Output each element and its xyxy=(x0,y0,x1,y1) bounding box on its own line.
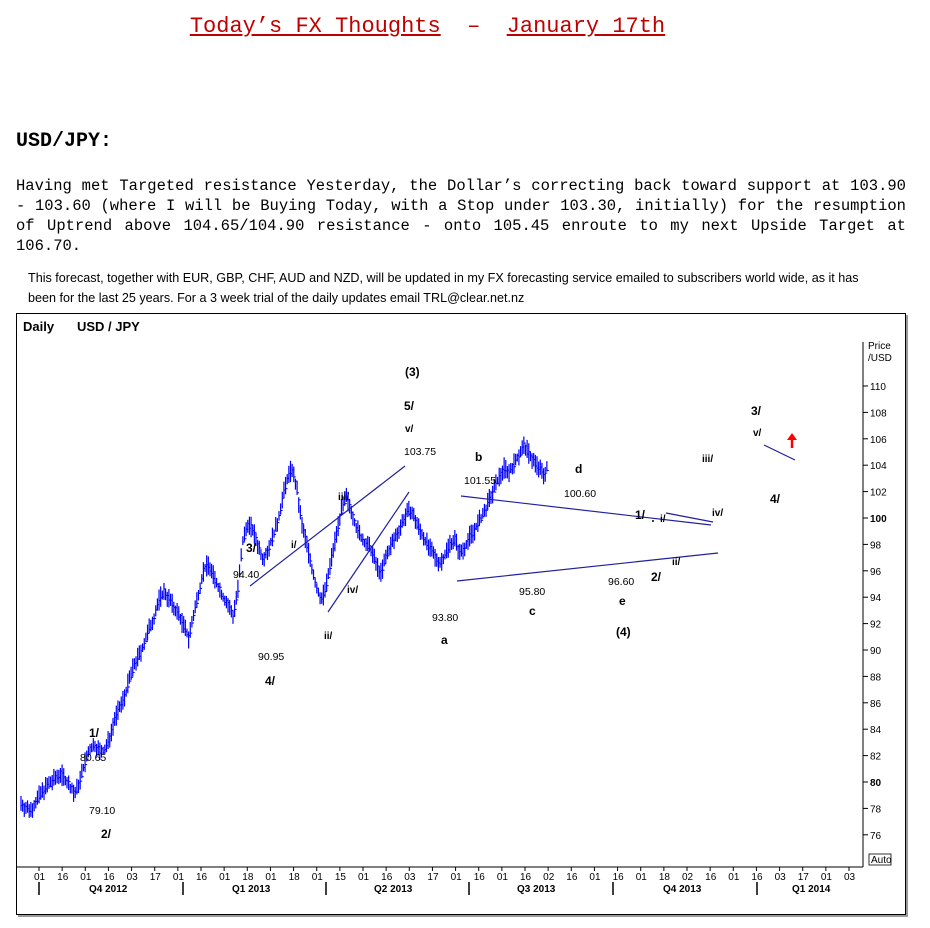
x-tick-label: 01 xyxy=(34,872,46,883)
wave-label: 100.60 xyxy=(564,488,597,500)
y-tick-label: 86 xyxy=(870,698,882,710)
wave-label: iv/ xyxy=(712,508,724,519)
wave-label: v/ xyxy=(753,428,762,439)
x-tick-label: 16 xyxy=(103,872,115,883)
wave-label: e xyxy=(619,594,626,608)
wave-label: iv/ xyxy=(347,585,359,596)
y-tick-label: 78 xyxy=(870,804,882,816)
y-axis-ticks xyxy=(863,382,887,842)
wave-label: 3/ xyxy=(246,541,257,555)
x-tick-label: 18 xyxy=(242,872,254,883)
quarter-label: Q4 2013 xyxy=(663,884,702,895)
x-tick-label: 01 xyxy=(728,872,740,883)
x-tick-label: 02 xyxy=(543,872,555,883)
y-axis-unit: /USD xyxy=(868,353,892,364)
x-tick-label: 01 xyxy=(589,872,601,883)
wave-label: 1/ xyxy=(635,508,646,522)
y-tick-label: 96 xyxy=(870,566,882,578)
y-tick-label: 106 xyxy=(870,434,887,446)
x-tick-label: 03 xyxy=(774,872,786,883)
chart-title: USD / JPY xyxy=(77,319,140,334)
y-tick-label: 94 xyxy=(870,593,882,605)
x-tick-label: 16 xyxy=(705,872,717,883)
title-separator: – xyxy=(467,14,481,39)
x-tick-label: 16 xyxy=(473,872,485,883)
x-tick-label: 03 xyxy=(404,872,416,883)
y-tick-label: 88 xyxy=(870,672,882,684)
wave-label: 96.60 xyxy=(608,576,635,588)
quarter-label: Q4 2012 xyxy=(89,884,128,895)
title-date: January 17th xyxy=(506,14,666,39)
wave-label: 4/ xyxy=(265,674,276,688)
x-tick-label: 03 xyxy=(126,872,138,883)
x-tick-label: 01 xyxy=(172,872,184,883)
wave-label: ii/ xyxy=(324,631,333,642)
x-tick-label: 17 xyxy=(427,872,439,883)
x-tick-label: 16 xyxy=(196,872,208,883)
x-axis-ticks xyxy=(34,867,856,895)
chart-timeframe: Daily xyxy=(23,319,55,334)
quarter-label: Q1 2013 xyxy=(232,884,271,895)
wave-label: ii/ xyxy=(672,557,681,568)
chart-canvas xyxy=(17,314,905,914)
y-tick-label: 92 xyxy=(870,619,882,631)
x-tick-label: 18 xyxy=(658,872,670,883)
wave-label: (3) xyxy=(405,365,420,379)
subscription-note: This forecast, together with EUR, GBP, CHF, AUD and NZD, will be updated in my FX forecasting service emailed to subscribers world wide, as it has been for the last 25 years. For a 3 week trial of the daily updates email TRL@clear.net.nz xyxy=(28,271,859,305)
x-tick-label: 01 xyxy=(496,872,508,883)
wave-label: i/ xyxy=(291,540,297,551)
auto-scale-label: Auto xyxy=(871,855,892,866)
x-tick-label: 16 xyxy=(751,872,763,883)
y-tick-label: 76 xyxy=(870,830,882,842)
x-tick-label: 01 xyxy=(635,872,647,883)
trendline xyxy=(250,466,405,586)
quarter-label: Q1 2014 xyxy=(792,884,831,895)
wave-label: 4/ xyxy=(770,492,781,506)
y-tick-label: 80 xyxy=(870,778,882,789)
trendline xyxy=(328,492,409,612)
wave-label: 79.10 xyxy=(89,805,116,817)
wave-label: c xyxy=(529,604,536,618)
wave-label: a xyxy=(441,633,448,647)
trendline xyxy=(764,445,795,460)
trendline xyxy=(461,496,711,525)
wave-label: b xyxy=(475,450,483,464)
commentary-text: Having met Targeted resistance Yesterday, the Dollar’s correcting back toward support at 103.90 - 103.60 (where I will be Buying Today, with a Stop under 103.30, initially) for the resumption of Uptrend above 104.65/104.90 resistance - onto 105.45 enroute to my next Upside Target at 106.70. xyxy=(16,177,906,255)
x-tick-label: 01 xyxy=(219,872,231,883)
x-tick-label: 16 xyxy=(566,872,578,883)
quarter-label: Q2 2013 xyxy=(374,884,413,895)
wave-label: iii/ xyxy=(338,492,350,503)
wave-label: 1/ xyxy=(89,726,100,740)
wave-label: v/ xyxy=(405,424,414,435)
wave-label: i/ xyxy=(660,514,666,525)
wave-label: 93.80 xyxy=(432,612,459,624)
wave-label: 101.55 xyxy=(464,475,497,487)
wave-marker xyxy=(652,520,654,522)
x-tick-label: 01 xyxy=(820,872,832,883)
y-tick-label: 102 xyxy=(870,487,887,499)
y-tick-label: 90 xyxy=(870,646,882,657)
price-chart xyxy=(16,313,906,915)
x-tick-label: 16 xyxy=(57,872,69,883)
x-tick-label: 18 xyxy=(288,872,300,883)
x-tick-label: 01 xyxy=(311,872,323,883)
x-tick-label: 16 xyxy=(612,872,624,883)
x-tick-label: 01 xyxy=(80,872,92,883)
y-tick-label: 98 xyxy=(870,540,882,552)
x-tick-label: 01 xyxy=(265,872,277,883)
x-tick-label: 01 xyxy=(450,872,462,883)
quarter-label: Q3 2013 xyxy=(517,884,556,895)
wave-labels xyxy=(80,365,781,841)
x-tick-label: 17 xyxy=(149,872,161,883)
wave-label: d xyxy=(575,462,583,476)
y-tick-label: 104 xyxy=(870,461,887,473)
x-tick-label: 02 xyxy=(682,872,694,883)
y-tick-label: 110 xyxy=(870,382,886,393)
title-left: Today’s FX Thoughts xyxy=(189,14,441,39)
y-tick-label: 108 xyxy=(870,408,887,420)
y-tick-label: 82 xyxy=(870,751,882,763)
x-tick-label: 16 xyxy=(381,872,393,883)
up-arrow-icon xyxy=(787,433,797,448)
y-tick-label: 100 xyxy=(870,514,887,525)
page-title xyxy=(0,14,855,39)
wave-label: 2/ xyxy=(651,570,662,584)
wave-label: 5/ xyxy=(404,399,415,413)
wave-label: (4) xyxy=(616,625,631,639)
wave-label: 94.40 xyxy=(233,569,260,581)
y-tick-label: 84 xyxy=(870,725,882,737)
x-tick-label: 01 xyxy=(358,872,370,883)
x-tick-label: 16 xyxy=(520,872,532,883)
wave-label: 90.95 xyxy=(258,651,285,663)
x-tick-label: 17 xyxy=(797,872,809,883)
wave-label: 103.75 xyxy=(404,446,437,458)
wave-label: 95.80 xyxy=(519,586,546,598)
section-heading: USD/JPY: xyxy=(16,130,113,153)
wave-label: 80.65 xyxy=(80,752,107,764)
x-tick-label: 15 xyxy=(334,872,346,883)
wave-label: iii/ xyxy=(702,454,714,465)
x-tick-label: 03 xyxy=(844,872,856,883)
wave-label: 3/ xyxy=(751,404,762,418)
y-axis-label: Price xyxy=(868,341,891,352)
wave-label: 2/ xyxy=(101,827,112,841)
